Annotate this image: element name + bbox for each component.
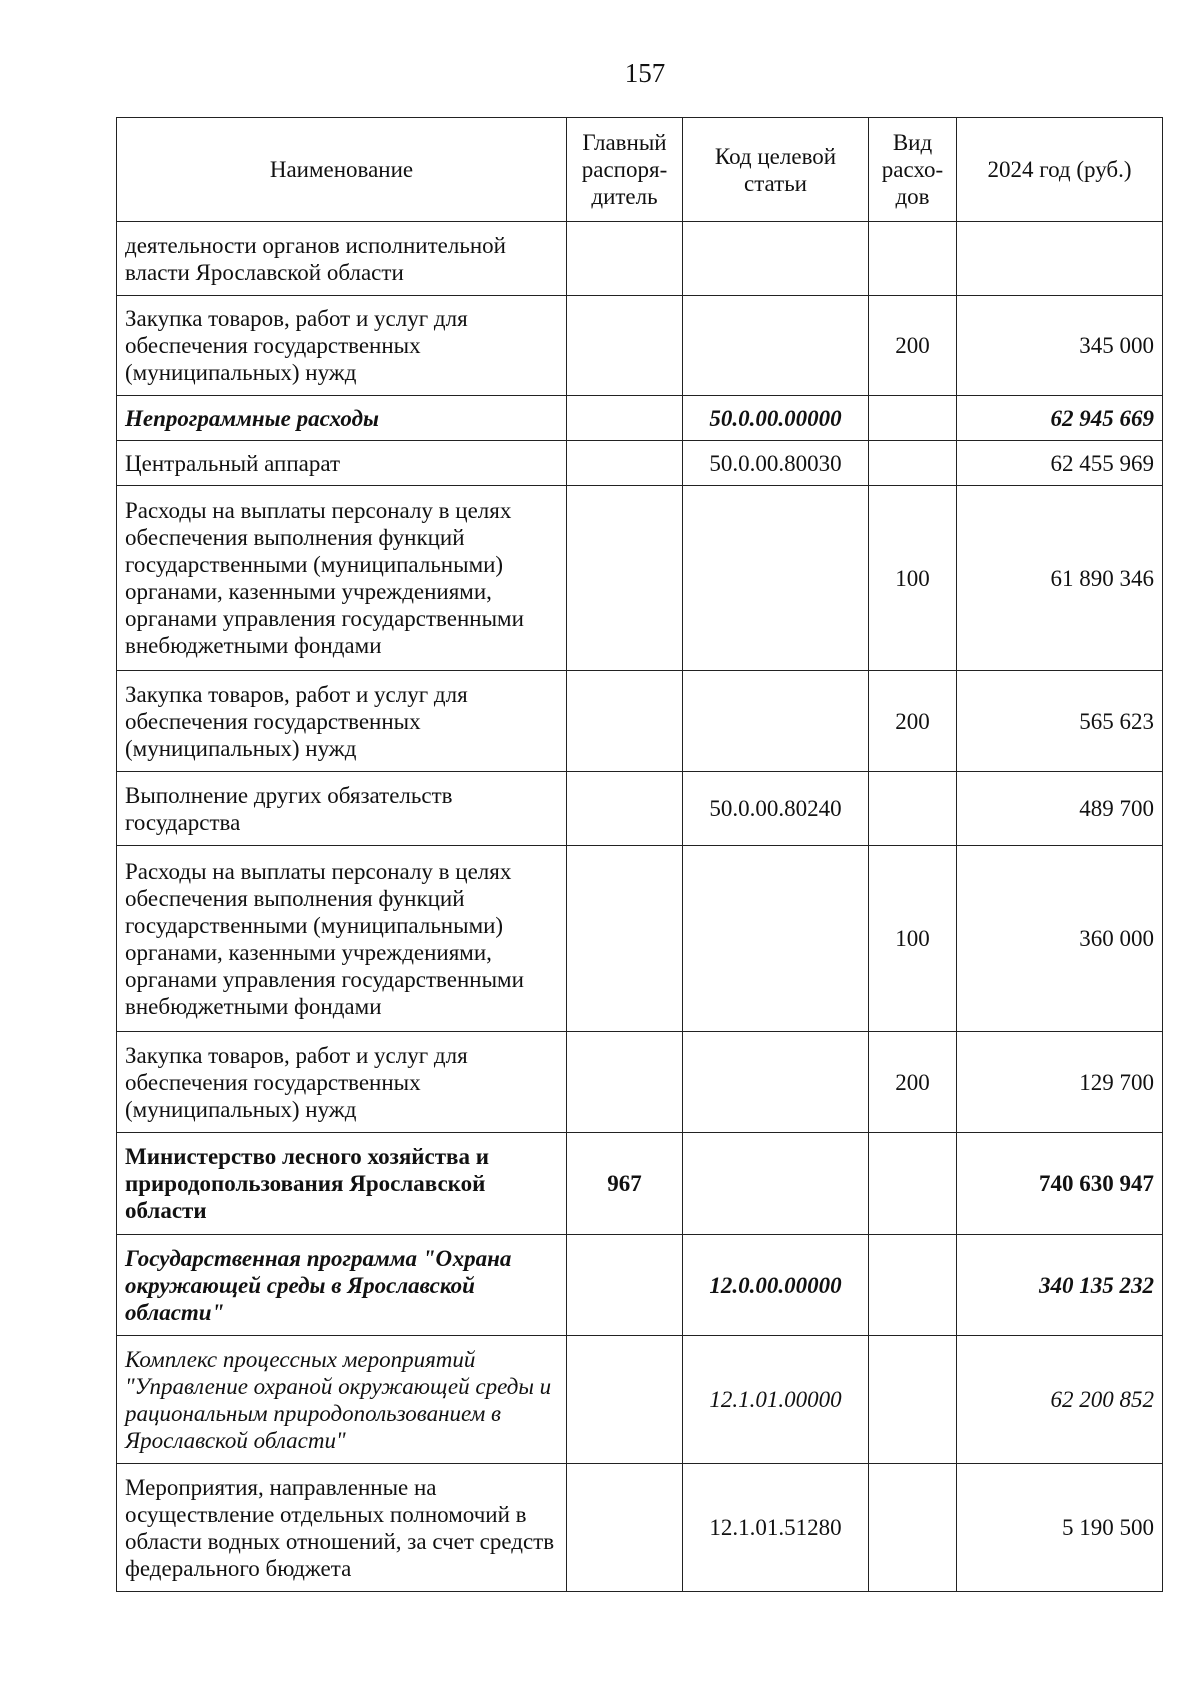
header-amount: 2024 год (руб.): [957, 118, 1163, 222]
row-amount: 345 000: [957, 296, 1163, 396]
row-code: [683, 222, 869, 296]
row-name: Закупка товаров, работ и услуг для обеспечения государственных (муниципальных) нужд: [117, 1032, 567, 1133]
row-type: [869, 1464, 957, 1592]
row-type: [869, 1235, 957, 1336]
row-code: 12.1.01.00000: [683, 1336, 869, 1464]
row-type: 200: [869, 671, 957, 772]
row-name: деятельности органов исполнительной власти Ярославской области: [117, 222, 567, 296]
row-name: Мероприятия, направленные на осуществление отдельных полномочий в области водных отношений, за счет средств федерального бюджета: [117, 1464, 567, 1592]
header-admin: Главный распоря-дитель: [567, 118, 683, 222]
row-type: 100: [869, 846, 957, 1032]
row-amount: 740 630 947: [957, 1133, 1163, 1235]
table-row: [117, 772, 1163, 846]
row-name: Непрограммные расходы: [117, 396, 567, 441]
row-amount: 61 890 346: [957, 486, 1163, 671]
row-name: Расходы на выплаты персоналу в целях обеспечения выполнения функций государственными (муниципальными) органами, казенными учреждениями, органами управления государственными внебюджетными фондами: [117, 846, 567, 1032]
row-admin: [567, 396, 683, 441]
row-name: Министерство лесного хозяйства и природопользования Ярославской области: [117, 1133, 567, 1235]
row-amount: 565 623: [957, 671, 1163, 772]
page-number: 157: [624, 58, 666, 88]
row-name: Центральный аппарат: [117, 441, 567, 486]
table-row: [117, 441, 1163, 486]
row-name: Закупка товаров, работ и услуг для обеспечения государственных (муниципальных) нужд: [117, 296, 567, 396]
row-type: [869, 441, 957, 486]
row-amount: [957, 222, 1163, 296]
table-row: [117, 486, 1163, 671]
row-code: [683, 1032, 869, 1133]
row-amount: 360 000: [957, 846, 1163, 1032]
row-name: Государственная программа "Охрана окружающей среды в Ярославской области": [117, 1235, 567, 1336]
row-amount: 489 700: [957, 772, 1163, 846]
row-amount: 129 700: [957, 1032, 1163, 1133]
row-code: 50.0.00.00000: [683, 396, 869, 441]
row-code: 12.0.00.00000: [683, 1235, 869, 1336]
row-amount: 5 190 500: [957, 1464, 1163, 1592]
row-code: [683, 1133, 869, 1235]
table-row: [117, 1464, 1163, 1592]
header-type: Вид расхо-дов: [869, 118, 957, 222]
row-amount: 340 135 232: [957, 1235, 1163, 1336]
row-code: [683, 486, 869, 671]
table-row: [117, 846, 1163, 1032]
row-type: [869, 1336, 957, 1464]
row-type: [869, 1133, 957, 1235]
table-row: [117, 1133, 1163, 1235]
row-code: [683, 846, 869, 1032]
row-name: Расходы на выплаты персоналу в целях обеспечения выполнения функций государственными (муниципальными) органами, казенными учреждениями, органами управления государственными внебюджетными фондами: [117, 486, 567, 671]
row-admin: [567, 772, 683, 846]
row-amount: 62 945 669: [957, 396, 1163, 441]
row-admin: [567, 1336, 683, 1464]
row-name: Комплекс процессных мероприятий "Управление охраной окружающей среды и рациональным природопользованием в Ярославской области": [117, 1336, 567, 1464]
row-admin: [567, 671, 683, 772]
row-name: Выполнение других обязательств государства: [117, 772, 567, 846]
table-row: [117, 396, 1163, 441]
row-type: [869, 396, 957, 441]
table-row: [117, 296, 1163, 396]
row-admin: [567, 846, 683, 1032]
row-type: 200: [869, 296, 957, 396]
row-name: Закупка товаров, работ и услуг для обеспечения государственных (муниципальных) нужд: [117, 671, 567, 772]
row-admin: [567, 1235, 683, 1336]
row-type: 200: [869, 1032, 957, 1133]
table-row: [117, 1235, 1163, 1336]
row-code: 12.1.01.51280: [683, 1464, 869, 1592]
row-type: [869, 222, 957, 296]
table-row: [117, 222, 1163, 296]
row-admin: [567, 486, 683, 671]
row-amount: 62 455 969: [957, 441, 1163, 486]
row-admin: [567, 1464, 683, 1592]
row-code: [683, 671, 869, 772]
table-header-row: [117, 118, 1163, 222]
table-row: [117, 1032, 1163, 1133]
row-code: [683, 296, 869, 396]
row-type: [869, 772, 957, 846]
row-amount: 62 200 852: [957, 1336, 1163, 1464]
table-row: [117, 671, 1163, 772]
row-admin: [567, 222, 683, 296]
header-name: Наименование: [117, 118, 567, 222]
row-admin: 967: [567, 1133, 683, 1235]
row-admin: [567, 441, 683, 486]
row-admin: [567, 296, 683, 396]
budget-table: [116, 117, 1163, 1592]
header-code: Код целевой статьи: [683, 118, 869, 222]
table-row: [117, 1336, 1163, 1464]
row-type: 100: [869, 486, 957, 671]
row-admin: [567, 1032, 683, 1133]
row-code: 50.0.00.80030: [683, 441, 869, 486]
row-code: 50.0.00.80240: [683, 772, 869, 846]
